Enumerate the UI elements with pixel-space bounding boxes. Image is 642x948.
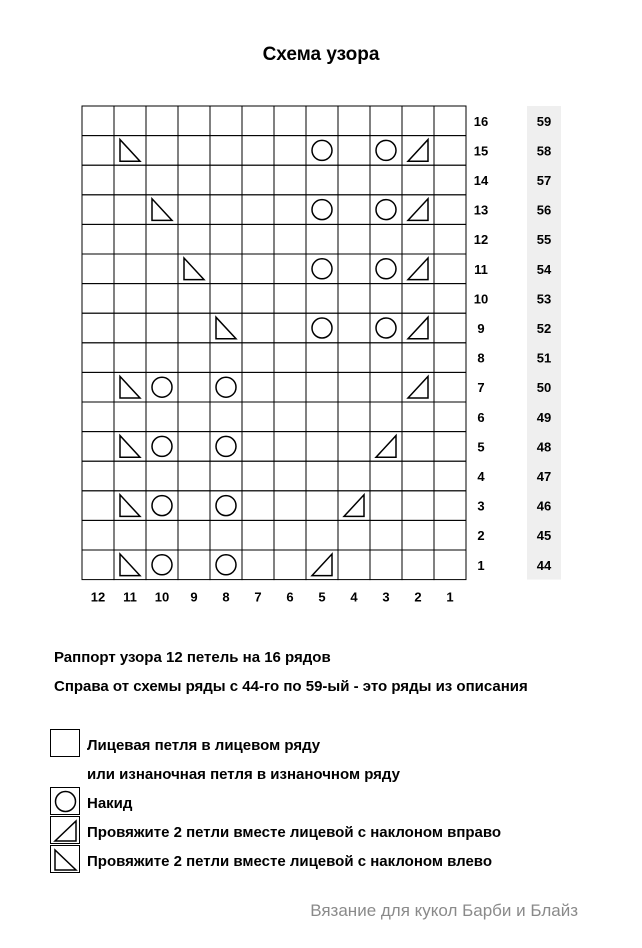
description-row-number: 58 xyxy=(536,143,552,159)
chart-cell xyxy=(402,343,434,373)
chart-cell xyxy=(82,461,114,491)
description-row-number: 57 xyxy=(536,173,552,188)
chart-cell xyxy=(274,432,306,462)
chart-cell xyxy=(434,432,466,462)
description-row-number: 49 xyxy=(536,409,552,425)
chart-cell xyxy=(242,343,274,373)
chart-cell xyxy=(338,372,370,402)
chart-cell xyxy=(370,402,402,432)
chart-cell xyxy=(274,372,306,402)
chart-cell xyxy=(178,402,210,432)
column-number: 5 xyxy=(318,589,326,605)
chart-cell xyxy=(178,491,210,521)
chart-cell xyxy=(370,550,402,580)
legend-yo-symbol xyxy=(50,787,80,815)
yarn-over-icon xyxy=(51,788,81,816)
chart-cell xyxy=(434,491,466,521)
chart-cell xyxy=(146,343,178,373)
k2tog-right-icon xyxy=(312,554,332,576)
chart-cell xyxy=(146,136,178,166)
chart-cell xyxy=(402,491,434,521)
k2tog-right-icon xyxy=(344,495,364,517)
chart-cell xyxy=(178,550,210,580)
chart-cell xyxy=(338,284,370,314)
chart-cell xyxy=(210,136,242,166)
chart-cell xyxy=(274,343,306,373)
chart-cell xyxy=(306,165,338,195)
chart-cell xyxy=(210,106,242,136)
description-row-number: 51 xyxy=(536,350,552,366)
chart-cell xyxy=(402,432,434,462)
column-number: 1 xyxy=(446,589,454,605)
row-number: 4 xyxy=(477,469,485,484)
chart-cell xyxy=(82,165,114,195)
chart-cell xyxy=(306,284,338,314)
row-number: 11 xyxy=(474,261,488,277)
chart-cell xyxy=(210,254,242,284)
column-number: 9 xyxy=(190,589,198,605)
description-row-number: 48 xyxy=(536,439,552,455)
chart-cell xyxy=(114,520,146,550)
chart-cell xyxy=(82,372,114,402)
chart-cell xyxy=(210,165,242,195)
chart-cell xyxy=(274,313,306,343)
rows-info: Справа от схемы ряды с 44-го по 59-ый - это ряды из описания xyxy=(54,678,528,695)
k2tog-left-icon xyxy=(51,846,81,874)
legend-k2tog-right-symbol xyxy=(50,816,80,844)
row-number: 8 xyxy=(477,350,485,366)
chart-cell xyxy=(402,520,434,550)
chart-cell xyxy=(434,106,466,136)
row-number: 14 xyxy=(473,173,489,188)
chart-cell xyxy=(274,165,306,195)
chart-cell xyxy=(306,432,338,462)
chart-cell xyxy=(242,491,274,521)
k2tog-right-icon xyxy=(408,317,428,339)
row-number: 15 xyxy=(473,143,489,159)
chart-cell xyxy=(434,284,466,314)
chart-cell xyxy=(242,106,274,136)
chart-cell xyxy=(338,461,370,491)
k2tog-right-icon xyxy=(408,258,428,280)
chart-cell xyxy=(242,520,274,550)
yarn-over-icon xyxy=(216,377,236,397)
yarn-over-icon xyxy=(216,496,236,516)
chart-cell xyxy=(242,402,274,432)
chart-cell xyxy=(146,402,178,432)
chart-cell xyxy=(306,106,338,136)
column-number: 8 xyxy=(222,589,230,605)
chart-cell xyxy=(274,136,306,166)
chart-cell xyxy=(178,461,210,491)
chart-cell xyxy=(82,313,114,343)
column-number: 12 xyxy=(90,589,106,605)
chart-cell xyxy=(146,254,178,284)
chart-cell xyxy=(434,195,466,225)
chart-cell xyxy=(434,136,466,166)
chart-cell xyxy=(274,195,306,225)
chart-cell xyxy=(306,224,338,254)
chart-cell xyxy=(82,343,114,373)
chart-cell xyxy=(434,461,466,491)
chart-cell xyxy=(114,224,146,254)
k2tog-left-icon xyxy=(152,199,172,221)
chart-cell xyxy=(274,550,306,580)
watermark: Вязание для кукол Барби и Блайз xyxy=(310,901,578,920)
chart-cell xyxy=(370,491,402,521)
chart-cell xyxy=(370,520,402,550)
chart-cell xyxy=(114,254,146,284)
yarn-over-icon xyxy=(152,436,172,456)
chart-cell xyxy=(402,106,434,136)
yarn-over-icon xyxy=(376,318,396,338)
chart-cell xyxy=(434,224,466,254)
k2tog-right-icon xyxy=(376,436,396,458)
k2tog-left-icon xyxy=(120,436,140,458)
chart-cell xyxy=(114,313,146,343)
yarn-over-icon xyxy=(152,496,172,516)
legend-knit-label: Лицевая петля в лицевом ряду xyxy=(87,737,321,754)
chart-cell xyxy=(242,165,274,195)
chart-cell xyxy=(274,106,306,136)
chart-cell xyxy=(338,402,370,432)
description-row-number: 55 xyxy=(536,232,552,248)
chart-cell xyxy=(338,224,370,254)
chart-cell xyxy=(178,195,210,225)
k2tog-right-icon xyxy=(408,199,428,221)
yarn-over-icon xyxy=(376,200,396,220)
row-number: 6 xyxy=(477,409,485,425)
chart-cell xyxy=(306,520,338,550)
chart-cell xyxy=(306,461,338,491)
chart-cell xyxy=(338,106,370,136)
chart-cell xyxy=(338,550,370,580)
column-number: 4 xyxy=(350,589,358,605)
k2tog-right-icon xyxy=(51,817,81,845)
legend-k2tog-left-label: Провяжите 2 петли вместе лицевой с наклоном влево xyxy=(87,853,492,870)
row-number: 10 xyxy=(473,291,489,307)
description-row-number: 47 xyxy=(536,469,552,484)
chart-cell xyxy=(178,136,210,166)
chart-cell xyxy=(82,224,114,254)
chart-cell xyxy=(402,165,434,195)
chart-cell xyxy=(338,195,370,225)
chart-cell xyxy=(274,224,306,254)
chart-cell xyxy=(434,520,466,550)
chart-cell xyxy=(242,461,274,491)
column-number: 11 xyxy=(123,589,137,605)
chart-cell xyxy=(242,136,274,166)
description-row-number: 50 xyxy=(536,380,552,396)
chart-cell xyxy=(274,284,306,314)
chart-cell xyxy=(178,372,210,402)
chart-cell xyxy=(210,402,242,432)
yarn-over-icon xyxy=(152,555,172,575)
legend-k2tog-right-label: Провяжите 2 петли вместе лицевой с наклоном вправо xyxy=(87,824,502,841)
legend-purl-label: или изнаночная петля в изнаночном ряду xyxy=(87,766,400,783)
chart-cell xyxy=(242,195,274,225)
chart-cell xyxy=(434,372,466,402)
chart-cell xyxy=(146,461,178,491)
chart-cell xyxy=(306,402,338,432)
chart-cell xyxy=(82,402,114,432)
chart-cell xyxy=(210,284,242,314)
chart-cell xyxy=(210,224,242,254)
legend-k2tog-left-symbol xyxy=(50,845,80,873)
chart-cell xyxy=(370,106,402,136)
yarn-over-icon xyxy=(312,259,332,279)
column-number: 7 xyxy=(254,589,262,605)
chart-cell xyxy=(114,165,146,195)
chart-cell xyxy=(146,106,178,136)
chart-cell xyxy=(242,372,274,402)
chart-cell xyxy=(82,550,114,580)
chart-cell xyxy=(178,313,210,343)
chart-cell xyxy=(274,461,306,491)
chart-cell xyxy=(82,106,114,136)
chart-cell xyxy=(114,284,146,314)
row-number: 9 xyxy=(477,321,485,336)
chart-cell xyxy=(370,165,402,195)
chart-cell xyxy=(370,461,402,491)
chart-cell xyxy=(242,432,274,462)
row-number: 16 xyxy=(473,113,489,129)
chart-cell xyxy=(82,284,114,314)
k2tog-right-icon xyxy=(408,376,428,398)
chart-cell xyxy=(114,461,146,491)
chart-cell xyxy=(338,432,370,462)
description-row-number: 54 xyxy=(536,261,552,277)
chart-cell xyxy=(178,343,210,373)
chart-cell xyxy=(274,491,306,521)
chart-cell xyxy=(402,461,434,491)
chart-cell xyxy=(210,520,242,550)
k2tog-right-icon xyxy=(408,140,428,162)
chart-cell xyxy=(434,313,466,343)
chart-cell xyxy=(370,284,402,314)
chart-cell xyxy=(370,343,402,373)
chart-cell xyxy=(338,165,370,195)
yarn-over-icon xyxy=(376,259,396,279)
chart-cell xyxy=(210,343,242,373)
chart-cell xyxy=(242,224,274,254)
yarn-over-icon xyxy=(216,436,236,456)
k2tog-left-icon xyxy=(120,140,140,162)
chart-cell xyxy=(178,432,210,462)
description-row-number: 46 xyxy=(536,498,552,514)
yarn-over-icon xyxy=(312,318,332,338)
chart-cell xyxy=(114,106,146,136)
chart-cell xyxy=(178,224,210,254)
description-row-number: 44 xyxy=(536,557,552,573)
chart-cell xyxy=(146,165,178,195)
chart-cell xyxy=(242,313,274,343)
repeat-info: Раппорт узора 12 петель на 16 рядов xyxy=(54,649,331,666)
yarn-over-icon xyxy=(216,555,236,575)
k2tog-left-icon xyxy=(120,376,140,398)
k2tog-left-icon xyxy=(120,554,140,576)
description-row-number: 45 xyxy=(536,528,552,544)
row-number: 13 xyxy=(473,202,489,218)
row-number: 3 xyxy=(477,498,485,514)
chart-cell xyxy=(210,195,242,225)
chart-cell xyxy=(146,284,178,314)
chart-cell xyxy=(82,136,114,166)
chart-cell xyxy=(210,461,242,491)
chart-cell xyxy=(242,550,274,580)
row-number: 7 xyxy=(477,380,485,396)
chart-cell xyxy=(146,520,178,550)
chart-cell xyxy=(402,550,434,580)
chart-cell xyxy=(370,372,402,402)
chart-cell xyxy=(274,402,306,432)
row-number: 12 xyxy=(473,232,489,248)
chart-cell xyxy=(178,284,210,314)
row-number: 5 xyxy=(477,439,485,455)
chart-cell xyxy=(402,402,434,432)
row-number: 1 xyxy=(477,557,485,573)
chart-cell xyxy=(434,550,466,580)
chart-cell xyxy=(82,520,114,550)
description-row-number: 56 xyxy=(536,202,552,218)
chart-cell xyxy=(274,254,306,284)
chart-cell xyxy=(338,343,370,373)
k2tog-left-icon xyxy=(216,317,236,339)
chart-cell xyxy=(82,491,114,521)
chart-cell xyxy=(146,313,178,343)
page-title: Схема узора xyxy=(262,44,380,65)
chart-cell xyxy=(114,402,146,432)
chart-cell xyxy=(114,343,146,373)
chart-cell xyxy=(338,136,370,166)
chart-cell xyxy=(82,254,114,284)
chart-cell xyxy=(402,284,434,314)
yarn-over-icon xyxy=(152,377,172,397)
chart-cell xyxy=(434,402,466,432)
yarn-over-icon xyxy=(312,200,332,220)
chart-cell xyxy=(114,195,146,225)
chart-cell xyxy=(402,224,434,254)
chart-cell xyxy=(82,432,114,462)
chart-cell xyxy=(242,284,274,314)
legend-yo-label: Накид xyxy=(87,795,133,812)
column-number: 2 xyxy=(414,589,422,605)
chart-cell xyxy=(338,520,370,550)
chart-cell xyxy=(146,224,178,254)
chart-cell xyxy=(178,520,210,550)
k2tog-left-icon xyxy=(184,258,204,280)
column-number: 3 xyxy=(382,589,390,605)
description-row-number: 53 xyxy=(536,291,552,307)
yarn-over-icon xyxy=(312,140,332,160)
chart-cell xyxy=(338,313,370,343)
column-number: 10 xyxy=(154,589,170,605)
chart-cell xyxy=(306,491,338,521)
description-row-number: 52 xyxy=(536,321,552,336)
chart-cell xyxy=(178,165,210,195)
chart-cell xyxy=(274,520,306,550)
chart-cell xyxy=(434,254,466,284)
chart-cell xyxy=(370,224,402,254)
description-row-number: 59 xyxy=(536,113,552,129)
chart-cell xyxy=(178,106,210,136)
chart-cell xyxy=(306,372,338,402)
legend-knit-symbol xyxy=(50,729,80,757)
chart-cell xyxy=(434,343,466,373)
chart-cell xyxy=(82,195,114,225)
k2tog-left-icon xyxy=(120,495,140,517)
chart-cell xyxy=(434,165,466,195)
chart-cell xyxy=(338,254,370,284)
chart-cell xyxy=(306,343,338,373)
chart-cell xyxy=(242,254,274,284)
row-number: 2 xyxy=(477,528,485,544)
yarn-over-icon xyxy=(376,140,396,160)
column-number: 6 xyxy=(286,589,294,605)
